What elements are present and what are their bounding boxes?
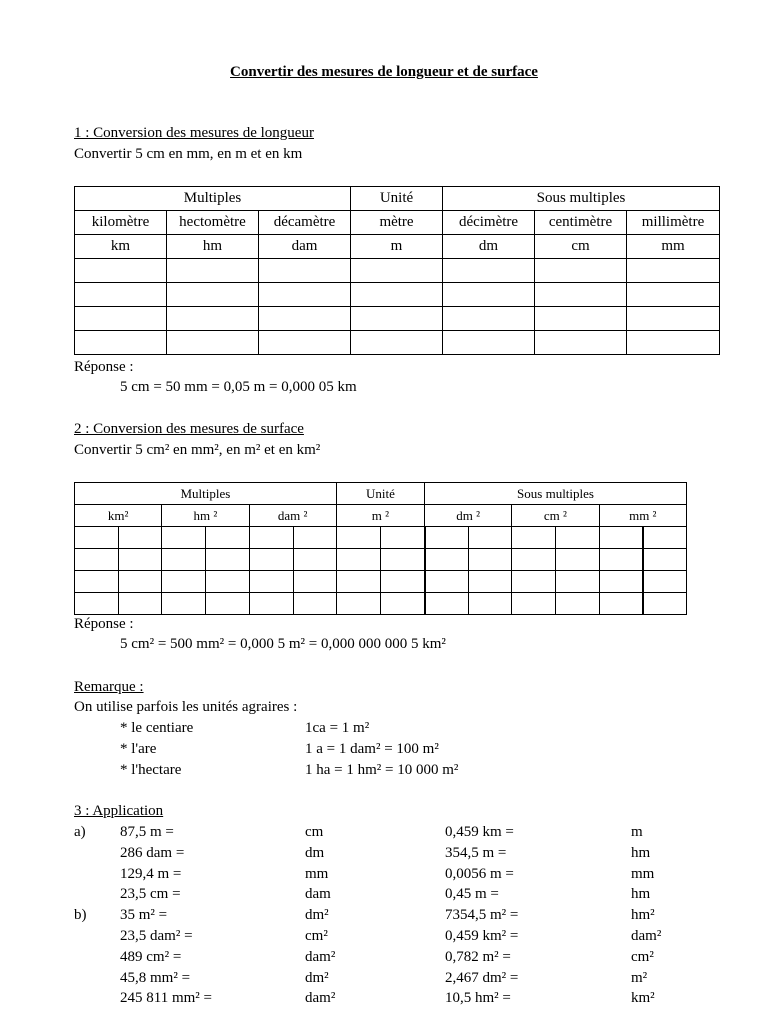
remark-item-name: * le centiare — [120, 720, 194, 736]
exercise-q2: 0,459 km² = — [445, 928, 519, 944]
unit-name: kilomètre — [75, 211, 167, 235]
exercise-q1: 245 811 mm² = — [120, 990, 212, 1007]
table-row — [75, 331, 720, 355]
remark-item-value: 1 a = 1 dam² = 100 m² — [305, 741, 439, 757]
exercise-q2: 0,782 m² = — [445, 948, 511, 965]
exercise-u2: hm² — [631, 907, 655, 924]
exercise-u2: mm — [631, 865, 655, 882]
exercise-u1: cm — [305, 824, 324, 840]
exercise-row — [0, 886, 768, 907]
exercise-q2: 7354,5 m² = — [445, 907, 519, 924]
unit-symbol: mm — [627, 235, 720, 259]
answer-text: 5 cm² = 500 mm² = 0,000 5 m² = 0,000 000 000 5 km² — [120, 636, 446, 652]
answer-label: Réponse : — [74, 359, 134, 375]
unit-symbol: m ² — [336, 505, 424, 527]
exercise-u1: dam² — [305, 990, 336, 1007]
unit-symbol: m — [351, 235, 443, 259]
page-title: Convertir des mesures de longueur et de surface — [230, 64, 538, 80]
remark-item-name: * l'hectare — [120, 762, 182, 778]
unit-symbol: km² — [75, 505, 162, 527]
exercise-u1: dm² — [305, 969, 329, 986]
exercise-u2: m² — [631, 969, 648, 986]
unit-name: décamètre — [259, 211, 351, 235]
length-conversion-table — [74, 186, 720, 355]
table-row — [75, 211, 720, 235]
unit-symbol: dm ² — [425, 505, 512, 527]
exercise-u2: m — [631, 824, 643, 840]
unit-name: mètre — [351, 211, 443, 235]
exercise-q1: 23,5 dam² = — [120, 928, 193, 944]
unit-symbol: dm — [443, 235, 535, 259]
table-row — [75, 505, 687, 527]
exercise-q1: 35 m² = — [120, 907, 168, 924]
table-row — [75, 483, 687, 505]
group-header: Unité — [336, 483, 424, 505]
exercise-u1: dm² — [305, 907, 329, 924]
exercise-q1: 23,5 cm = — [120, 886, 181, 903]
answer-text: 5 cm = 50 mm = 0,05 m = 0,000 05 km — [120, 379, 357, 395]
table-row — [75, 527, 687, 549]
exercise-label: b) — [74, 907, 87, 924]
exercise-u1: cm² — [305, 928, 328, 944]
section2-heading: 2 : Conversion des mesures de surface — [74, 421, 304, 437]
exercise-q1: 489 cm² = — [120, 948, 182, 965]
exercise-row — [0, 824, 768, 845]
exercise-row — [0, 928, 768, 949]
exercise-u1: dam² — [305, 948, 336, 965]
exercise-u2: hm — [631, 886, 651, 903]
exercise-q2: 0,0056 m = — [445, 865, 514, 882]
exercise-row — [0, 970, 768, 991]
section2-instruction: Convertir 5 cm² en mm², en m² et en km² — [74, 442, 321, 458]
section1-heading: 1 : Conversion des mesures de longueur — [74, 125, 314, 141]
exercise-q1: 129,4 m = — [120, 865, 182, 882]
table-row — [75, 549, 687, 571]
exercise-u1: mm — [305, 865, 329, 882]
table-row — [75, 571, 687, 593]
unit-symbol: mm ² — [599, 505, 686, 527]
exercise-row — [0, 866, 768, 887]
exercise-row — [0, 845, 768, 866]
unit-name: centimètre — [535, 211, 627, 235]
section3-heading: 3 : Application — [74, 803, 164, 819]
unit-symbol: km — [75, 235, 167, 259]
exercise-q1: 45,8 mm² = — [120, 969, 191, 986]
exercise-row — [0, 990, 768, 1011]
exercise-q2: 0,459 km = — [445, 824, 514, 840]
group-header: Multiples — [75, 483, 337, 505]
unit-name: millimètre — [627, 211, 720, 235]
unit-symbol: hm ² — [162, 505, 249, 527]
unit-name: hectomètre — [167, 211, 259, 235]
table-row — [75, 187, 720, 211]
unit-symbol: dam ² — [249, 505, 336, 527]
surface-conversion-table — [74, 482, 687, 615]
exercise-label: a) — [74, 824, 86, 840]
remark-heading: Remarque : — [74, 679, 144, 695]
unit-symbol: cm ² — [512, 505, 599, 527]
unit-symbol: dam — [259, 235, 351, 259]
exercise-u2: km² — [631, 990, 655, 1007]
remark-item-value: 1ca = 1 m² — [305, 720, 370, 736]
group-header: Sous multiples — [425, 483, 687, 505]
exercise-q2: 2,467 dm² = — [445, 969, 519, 986]
unit-name: décimètre — [443, 211, 535, 235]
exercise-row — [0, 907, 768, 928]
unit-symbol: hm — [167, 235, 259, 259]
group-header: Sous multiples — [443, 187, 720, 211]
table-row — [75, 593, 687, 615]
remark-item-value: 1 ha = 1 hm² = 10 000 m² — [305, 762, 459, 778]
exercise-u1: dam — [305, 886, 331, 903]
remark-item-name: * l'are — [120, 741, 157, 757]
table-row — [75, 259, 720, 283]
table-row — [75, 283, 720, 307]
exercise-u2: cm² — [631, 948, 654, 965]
group-header: Multiples — [75, 187, 351, 211]
exercise-q2: 10,5 hm² = — [445, 990, 511, 1007]
group-header: Unité — [351, 187, 443, 211]
table-row — [75, 307, 720, 331]
answer-label: Réponse : — [74, 616, 134, 632]
exercise-q1: 286 dam = — [120, 844, 185, 861]
remark-intro: On utilise parfois les unités agraires : — [74, 699, 298, 715]
exercise-q1: 87,5 m = — [120, 824, 174, 840]
unit-symbol: cm — [535, 235, 627, 259]
exercise-u1: dm — [305, 844, 325, 861]
exercise-q2: 0,45 m = — [445, 886, 499, 903]
exercise-u2: dam² — [631, 928, 662, 944]
section1-instruction: Convertir 5 cm en mm, en m et en km — [74, 146, 303, 162]
exercise-row — [0, 949, 768, 970]
exercise-q2: 354,5 m = — [445, 844, 507, 861]
exercise-u2: hm — [631, 844, 651, 861]
table-row — [75, 235, 720, 259]
